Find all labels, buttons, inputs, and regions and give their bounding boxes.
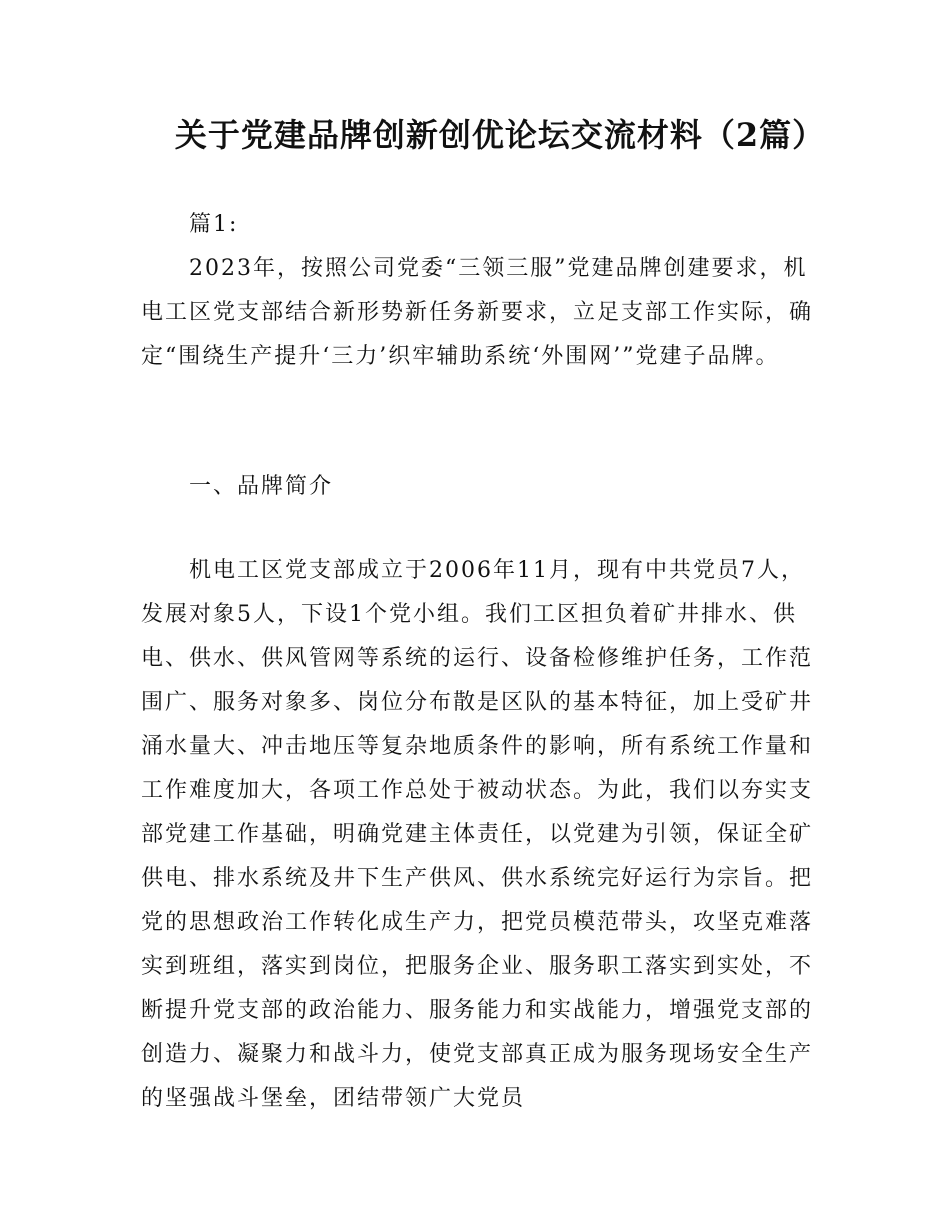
intro-paragraph: 2023年，按照公司党委“三领三服”党建品牌创建要求，机电工区党支部结合新形势新任务新要求，立足支部工作实际，确定“围绕生产提升‘三力’织牢辅助系统‘外围网’”党建子品牌。 <box>141 256 814 369</box>
section-label: 篇1: <box>189 212 239 237</box>
document-title: 关于党建品牌创新创优论坛交流材料（2篇） <box>174 116 826 154</box>
brand-intro-paragraph: 机电工区党支部成立于2006年11月，现有中共党员7人，发展对象5人，下设1个党小组。我们工区担负着矿井排水、供电、供水、供风管网等系统的运行、设备检修维护任务，工作范围广、服务对象多、岗位分布散是区队的基本特征，加上受矿井涌水量大、冲击地压等复杂地质条件的影响，所有系统工作量和工作难度加大，各项工作总处于被动状态。为此，我们以夯实支部党建工作基础，明确党建主体责任，以党建为引领，保证全矿供电、排水系统及井下生产供风、供水系统完好运行为宗旨。把党的思想政治工作转化成生产力，把党员模范带头，攻坚克难落实到班组，落实到岗位，把服务企业、服务职工落实到实处，不断提升党支部的政治能力、服务能力和实战能力，增强党支部的创造力、凝聚力和战斗力，使党支部真正成为服务现场安全生产的坚强战斗堡垒，团结带领广大党员 <box>141 558 814 1111</box>
section-heading-brand-intro: 一、品牌简介 <box>189 474 334 499</box>
